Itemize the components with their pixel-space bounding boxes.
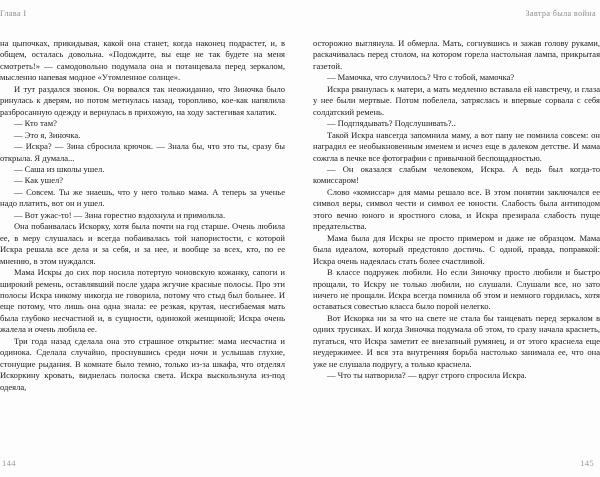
running-head-right: Завтра была война — [525, 9, 596, 18]
dialogue-line: — Мамочка, что случилось? Что с тобой, мамочка? — [327, 72, 515, 83]
body-paragraph: И тут раздался звонок. Он ворвался так неожиданно, что Зиночка было ринулась к дверям, но потом метнулась назад, торопливо, кое-как напялила разбросанную одежду и вернулась в прихожую, на ходу застегивая халатик. — [0, 83, 285, 117]
dialogue-line: — Это я, Зиночка. — [14, 129, 81, 140]
body-paragraph: Мама была для Искры не просто примером и даже не образцом. Мама была идеалом, который предстояло достичь. С одной, правда, поправкой: Искра очень надеялась стать более счастливой. — [313, 232, 600, 266]
dialogue-line: — Он оказался слабым человеком, Искра. А ведь был когда-то комиссаром! — [313, 163, 600, 186]
page-number-left: 144 — [2, 458, 16, 468]
dialogue-line: — Кто там? — [14, 118, 57, 129]
left-page-body — [0, 38, 285, 393]
body-paragraph: осторожно выглянула. И обмерла. Мать, согнувшись и зажав голову руками, раскачивалась перед столом, на котором горела настольная лампа, прикрытая газетой. — [313, 38, 600, 71]
body-paragraph: Слово «комиссар» для мамы решало все. В этом понятии заключался ее символ веры, символ чести и символ ее юности. Слабость была антиподом этого вечно юного и яростного слова, и Искра презирала слабость пуще предательства. — [313, 186, 600, 232]
dialogue-line: — Вот ужас-то! — Зина горестно вздохнула и примолкла. — [14, 209, 226, 220]
right-page — [307, 0, 600, 477]
left-page — [0, 0, 293, 477]
dialogue-line: — Совсем. Ты же знаешь, что у него только мама. А теперь за ученье надо платить, вот он и ушел. — [0, 186, 285, 209]
body-paragraph: Искра рванулась к матери, а мать медленно вставала ей навстречу, и глаза у нее были мертвые. Потом побелела, затряслась и впервые сорвала с себя солдатский ремень. — [313, 83, 600, 117]
dialogue-line: — Что ты натворила? — вдруг строго спросила Искра. — [327, 370, 527, 381]
body-paragraph: Такой Искра навсегда запомнила маму, а вот папу не помнила совсем: он наградил ее необыкновенным именем и исчез еще в далеком детстве. И мама сожгла в печке все фотографии с привычной беспощадностью. — [313, 129, 600, 163]
running-head-left: Глава I — [0, 9, 27, 18]
body-paragraph: Она побаивалась Искорку, хотя была почти на год старше. Очень любила ее, в меру слушалась и всегда побаивалась той напористости, с которой Искра решала все дела и за себя, и за нее, и вообще за всех, кто, по ее мнению, в этом нуждался. — [0, 221, 285, 266]
body-paragraph: Вот Искорка ни за что на свете не стала бы танцевать перед зеркалом в одних трусиках. И когда Зиночка подумала об этом, то сразу начала краснеть, пугаться, что Искра заметит ее внезапный румянец, и от этого краснела еще неудержимее. И вся эта внутренняя борьба настолько занимала ее, что она уже не слушала подругу, а только краснела. — [313, 312, 600, 369]
dialogue-line: — Подглядывать? Подслушивать?.. — [327, 118, 456, 129]
body-paragraph: Три года назад сделала она это страшное открытие: мама несчастна и одинока. Сделала случайно, проснувшись среди ночи и услышав глухие, стонущие рыдания. В комнате было темно, только из-за шкафа, что отделял Искоркину кровать, виднелась полоска света. Искра выскользнула из-под одеяла, — [0, 335, 285, 392]
right-page-body — [313, 38, 600, 382]
body-paragraph: В классе подружек любили. Но если Зиночку просто любили и быстро прощали, то Искру не только любили, но слушали. Слушали все, но зато ничего не прощали. Искра всегда помнила об этом и немного гордилась, хотя оставаться совестью класса было порой нелегко. — [313, 267, 600, 312]
page-number-right: 145 — [580, 458, 594, 468]
dialogue-line: — Как ушел? — [14, 175, 64, 186]
body-paragraph: Мама Искры до сих пор носила потертую чоновскую кожанку, сапоги и широкий ремень, оставлявший после удара жгучие красные полосы. Про эти полосы Искра никому никогда не говорила, потому что стыд был больнее. И еще потому, что лишь она одна знала: ее резкая, крутая, несгибаемая мать была глубоко несчастной и, в сущности, одинокой женщиной; Искра очень жалела и очень любила ее. — [0, 267, 285, 335]
dialogue-line: — Искра? — Зина сбросила крючок. — Знала бы, что это ты, сразу бы открыла. Я думала... — [0, 141, 285, 163]
body-paragraph: на цыпочках, прикидывая, какой она станет, когда наконец подрастет, и, в общем, осталась довольна. «Подождите, вы еще не так будете на меня смотреть!» — самодовольно подумала она и потанцевала перед зеркалом, мысленно напевая модное «Утомленное солнце». — [0, 38, 285, 83]
dialogue-line: — Саша из школы ушел. — [14, 163, 105, 174]
